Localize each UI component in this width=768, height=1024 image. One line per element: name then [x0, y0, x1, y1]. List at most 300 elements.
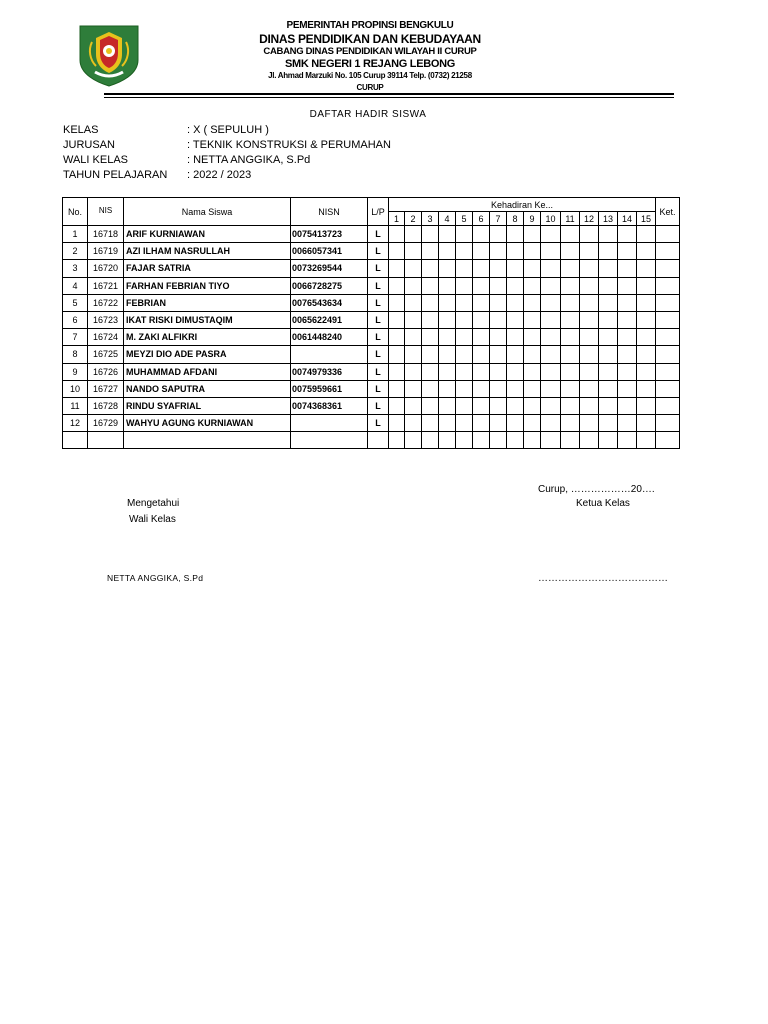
- attendance-cell: [507, 277, 524, 294]
- header-day: 3: [422, 212, 439, 226]
- table-row: [63, 311, 680, 328]
- row-student-name: FEBRIAN: [124, 294, 291, 311]
- attendance-cell: [473, 311, 490, 328]
- notes-cell: [656, 294, 680, 311]
- attendance-cell: [422, 260, 439, 277]
- attendance-cell: [637, 415, 656, 432]
- info-label-homeroom: WALI KELAS: [63, 154, 129, 166]
- row-no: 7: [63, 329, 88, 346]
- attendance-cell: [561, 294, 580, 311]
- row-nisn: [291, 415, 368, 432]
- row-no: 11: [63, 397, 88, 414]
- attendance-cell: [507, 311, 524, 328]
- attendance-cell: [405, 432, 422, 449]
- row-lp: L: [368, 363, 389, 380]
- attendance-cell: [405, 346, 422, 363]
- attendance-cell: [507, 243, 524, 260]
- attendance-cell: [389, 226, 405, 243]
- attendance-cell: [541, 432, 561, 449]
- attendance-cell: [389, 432, 405, 449]
- row-no: 1: [63, 226, 88, 243]
- header-day: 11: [561, 212, 580, 226]
- row-lp: L: [368, 329, 389, 346]
- row-nis: 16729: [88, 415, 124, 432]
- row-nisn: 0065622491: [291, 311, 368, 328]
- row-nisn: 0075959661: [291, 380, 368, 397]
- attendance-cell: [456, 346, 473, 363]
- header-day: 12: [580, 212, 599, 226]
- attendance-cell: [389, 415, 405, 432]
- row-nis: 16723: [88, 311, 124, 328]
- attendance-cell: [541, 277, 561, 294]
- attendance-cell: [637, 226, 656, 243]
- notes-cell: [656, 415, 680, 432]
- attendance-cell: [439, 226, 456, 243]
- table-row: [63, 415, 680, 432]
- attendance-cell: [456, 380, 473, 397]
- homeroom-teacher-name: NETTA ANGGIKA, S.Pd: [107, 573, 204, 583]
- attendance-cell: [405, 363, 422, 380]
- attendance-cell: [599, 260, 618, 277]
- attendance-cell: [524, 294, 541, 311]
- row-student-name: M. ZAKI ALFIKRI: [124, 329, 291, 346]
- header-day: 2: [405, 212, 422, 226]
- attendance-cell: [473, 380, 490, 397]
- notes-cell: [656, 243, 680, 260]
- school-emblem-icon: [78, 24, 140, 88]
- row-no: 4: [63, 277, 88, 294]
- attendance-cell: [541, 397, 561, 414]
- row-lp: L: [368, 380, 389, 397]
- attendance-cell: [637, 311, 656, 328]
- attendance-cell: [389, 277, 405, 294]
- attendance-cell: [405, 243, 422, 260]
- attendance-cell: [541, 311, 561, 328]
- attendance-cell: [580, 311, 599, 328]
- signature-place-date: Curup, ………………20….: [538, 484, 655, 495]
- attendance-cell: [524, 243, 541, 260]
- attendance-cell: [422, 226, 439, 243]
- row-nis: 16721: [88, 277, 124, 294]
- row-nis: 16725: [88, 346, 124, 363]
- row-nisn: 0066728275: [291, 277, 368, 294]
- attendance-cell: [422, 363, 439, 380]
- row-student-name: [124, 432, 291, 449]
- attendance-cell: [389, 294, 405, 311]
- attendance-cell: [541, 415, 561, 432]
- attendance-cell: [637, 243, 656, 260]
- notes-cell: [656, 397, 680, 414]
- attendance-cell: [618, 432, 637, 449]
- row-nis: 16727: [88, 380, 124, 397]
- attendance-cell: [473, 277, 490, 294]
- attendance-cell: [580, 380, 599, 397]
- row-student-name: NANDO SAPUTRA: [124, 380, 291, 397]
- row-nis: [88, 432, 124, 449]
- notes-cell: [656, 363, 680, 380]
- attendance-cell: [561, 226, 580, 243]
- attendance-cell: [422, 329, 439, 346]
- attendance-cell: [541, 363, 561, 380]
- attendance-cell: [439, 243, 456, 260]
- attendance-cell: [618, 243, 637, 260]
- row-no: 8: [63, 346, 88, 363]
- table-row: [63, 346, 680, 363]
- attendance-cell: [405, 415, 422, 432]
- attendance-cell: [490, 226, 507, 243]
- attendance-cell: [422, 346, 439, 363]
- attendance-cell: [473, 432, 490, 449]
- attendance-cell: [507, 380, 524, 397]
- attendance-cell: [490, 363, 507, 380]
- attendance-cell: [561, 311, 580, 328]
- attendance-cell: [599, 226, 618, 243]
- attendance-cell: [439, 329, 456, 346]
- attendance-cell: [507, 329, 524, 346]
- row-no: 2: [63, 243, 88, 260]
- attendance-cell: [637, 380, 656, 397]
- attendance-cell: [405, 260, 422, 277]
- attendance-cell: [507, 260, 524, 277]
- attendance-cell: [405, 311, 422, 328]
- attendance-cell: [618, 415, 637, 432]
- attendance-cell: [637, 277, 656, 294]
- row-student-name: MUHAMMAD AFDANI: [124, 363, 291, 380]
- row-nis: 16726: [88, 363, 124, 380]
- row-lp: L: [368, 243, 389, 260]
- attendance-cell: [524, 277, 541, 294]
- attendance-cell: [439, 415, 456, 432]
- row-nisn: 0074979336: [291, 363, 368, 380]
- row-lp: [368, 432, 389, 449]
- row-nisn: 0066057341: [291, 243, 368, 260]
- attendance-cell: [618, 363, 637, 380]
- attendance-cell: [618, 277, 637, 294]
- notes-cell: [656, 277, 680, 294]
- row-nisn: [291, 432, 368, 449]
- attendance-cell: [490, 346, 507, 363]
- attendance-cell: [389, 260, 405, 277]
- attendance-cell: [524, 415, 541, 432]
- attendance-cell: [599, 329, 618, 346]
- header-divider: [104, 93, 674, 95]
- header-department: DINAS PENDIDIKAN DAN KEBUDAYAAN: [259, 32, 481, 46]
- row-nisn: 0061448240: [291, 329, 368, 346]
- row-student-name: MEYZI DIO ADE PASRA: [124, 346, 291, 363]
- notes-cell: [656, 311, 680, 328]
- attendance-cell: [405, 397, 422, 414]
- header-no: No.: [63, 198, 88, 226]
- attendance-cell: [405, 226, 422, 243]
- attendance-cell: [439, 260, 456, 277]
- table-row: [63, 363, 680, 380]
- attendance-cell: [507, 363, 524, 380]
- attendance-cell: [561, 329, 580, 346]
- attendance-cell: [561, 397, 580, 414]
- table-row: [63, 260, 680, 277]
- attendance-cell: [580, 260, 599, 277]
- attendance-cell: [389, 243, 405, 260]
- attendance-cell: [561, 277, 580, 294]
- header-nis: NIS: [88, 198, 124, 226]
- attendance-cell: [524, 346, 541, 363]
- attendance-cell: [561, 380, 580, 397]
- table-row: [63, 397, 680, 414]
- attendance-cell: [599, 311, 618, 328]
- attendance-cell: [524, 380, 541, 397]
- attendance-table: [62, 197, 680, 449]
- row-no: 3: [63, 260, 88, 277]
- attendance-cell: [439, 363, 456, 380]
- attendance-cell: [507, 432, 524, 449]
- attendance-cell: [439, 277, 456, 294]
- attendance-cell: [439, 346, 456, 363]
- attendance-cell: [456, 277, 473, 294]
- attendance-cell: [422, 415, 439, 432]
- attendance-cell: [580, 294, 599, 311]
- attendance-cell: [490, 329, 507, 346]
- header-day: 9: [524, 212, 541, 226]
- row-student-name: FAJAR SATRIA: [124, 260, 291, 277]
- attendance-cell: [422, 277, 439, 294]
- row-lp: L: [368, 415, 389, 432]
- attendance-cell: [637, 363, 656, 380]
- info-value-major: : TEKNIK KONSTRUKSI & PERUMAHAN: [187, 139, 391, 151]
- attendance-cell: [490, 380, 507, 397]
- attendance-cell: [473, 397, 490, 414]
- attendance-cell: [541, 243, 561, 260]
- class-leader-label: Ketua Kelas: [576, 498, 630, 509]
- info-label-major: JURUSAN: [63, 139, 115, 151]
- attendance-cell: [439, 397, 456, 414]
- header-city: CURUP: [356, 83, 384, 92]
- info-value-year: : 2022 / 2023: [187, 169, 252, 181]
- attendance-cell: [524, 260, 541, 277]
- header-lp: L/P: [368, 198, 389, 226]
- row-student-name: FARHAN FEBRIAN TIYO: [124, 277, 291, 294]
- attendance-cell: [422, 432, 439, 449]
- row-nis: 16728: [88, 397, 124, 414]
- homeroom-teacher-label: Wali Kelas: [129, 514, 176, 525]
- row-nisn: 0074368361: [291, 397, 368, 414]
- attendance-cell: [637, 329, 656, 346]
- attendance-cell: [473, 363, 490, 380]
- row-student-name: RINDU SYAFRIAL: [124, 397, 291, 414]
- attendance-cell: [490, 311, 507, 328]
- attendance-cell: [422, 243, 439, 260]
- header-day: 5: [456, 212, 473, 226]
- attendance-cell: [618, 226, 637, 243]
- attendance-cell: [561, 346, 580, 363]
- row-nisn: 0076543634: [291, 294, 368, 311]
- header-address: Jl. Ahmad Marzuki No. 105 Curup 39114 Telp. (0732) 21258: [268, 71, 472, 80]
- attendance-cell: [490, 397, 507, 414]
- attendance-cell: [422, 380, 439, 397]
- table-row: [63, 243, 680, 260]
- attendance-cell: [637, 346, 656, 363]
- header-day: 4: [439, 212, 456, 226]
- row-nis: 16720: [88, 260, 124, 277]
- row-nis: 16722: [88, 294, 124, 311]
- attendance-cell: [405, 277, 422, 294]
- row-nisn: 0075413723: [291, 226, 368, 243]
- attendance-cell: [541, 329, 561, 346]
- attendance-cell: [599, 346, 618, 363]
- table-row: [63, 277, 680, 294]
- row-lp: L: [368, 346, 389, 363]
- attendance-cell: [541, 380, 561, 397]
- info-label-class: KELAS: [63, 124, 99, 136]
- attendance-cell: [439, 380, 456, 397]
- attendance-cell: [524, 311, 541, 328]
- notes-cell: [656, 346, 680, 363]
- notes-cell: [656, 329, 680, 346]
- attendance-cell: [618, 346, 637, 363]
- attendance-cell: [599, 380, 618, 397]
- attendance-cell: [473, 415, 490, 432]
- table-row: [63, 294, 680, 311]
- header-government: PEMERINTAH PROPINSI BENGKULU: [286, 20, 454, 31]
- attendance-cell: [561, 260, 580, 277]
- row-no: 9: [63, 363, 88, 380]
- attendance-cell: [618, 294, 637, 311]
- acknowledged-label: Mengetahui: [127, 498, 180, 509]
- attendance-cell: [524, 226, 541, 243]
- attendance-cell: [599, 397, 618, 414]
- header-notes: Ket.: [656, 198, 680, 226]
- attendance-cell: [405, 380, 422, 397]
- table-row: [63, 432, 680, 449]
- header-day: 13: [599, 212, 618, 226]
- info-value-homeroom: : NETTA ANGGIKA, S.Pd: [187, 154, 311, 166]
- row-lp: L: [368, 277, 389, 294]
- attendance-cell: [580, 415, 599, 432]
- attendance-cell: [524, 432, 541, 449]
- attendance-cell: [599, 294, 618, 311]
- attendance-cell: [637, 294, 656, 311]
- attendance-cell: [389, 346, 405, 363]
- attendance-cell: [456, 363, 473, 380]
- attendance-cell: [456, 243, 473, 260]
- attendance-cell: [561, 415, 580, 432]
- notes-cell: [656, 380, 680, 397]
- row-student-name: IKAT RISKI DIMUSTAQIM: [124, 311, 291, 328]
- row-no: 12: [63, 415, 88, 432]
- attendance-cell: [405, 329, 422, 346]
- attendance-cell: [456, 415, 473, 432]
- attendance-cell: [637, 432, 656, 449]
- attendance-cell: [580, 243, 599, 260]
- table-row: [63, 380, 680, 397]
- document-title: DAFTAR HADIR SISWA: [309, 109, 427, 120]
- info-label-year: TAHUN PELAJARAN: [63, 169, 168, 181]
- row-nis: 16719: [88, 243, 124, 260]
- header-name: Nama Siswa: [124, 198, 291, 226]
- attendance-cell: [580, 277, 599, 294]
- attendance-cell: [580, 346, 599, 363]
- attendance-cell: [524, 363, 541, 380]
- attendance-cell: [422, 397, 439, 414]
- attendance-cell: [618, 311, 637, 328]
- attendance-cell: [599, 363, 618, 380]
- attendance-cell: [561, 243, 580, 260]
- attendance-cell: [456, 294, 473, 311]
- attendance-cell: [389, 311, 405, 328]
- attendance-cell: [507, 346, 524, 363]
- row-student-name: WAHYU AGUNG KURNIAWAN: [124, 415, 291, 432]
- attendance-cell: [473, 294, 490, 311]
- attendance-cell: [541, 226, 561, 243]
- row-nisn: 0073269544: [291, 260, 368, 277]
- attendance-cell: [524, 329, 541, 346]
- attendance-cell: [456, 432, 473, 449]
- header-day: 14: [618, 212, 637, 226]
- attendance-cell: [524, 397, 541, 414]
- attendance-cell: [507, 294, 524, 311]
- row-lp: L: [368, 226, 389, 243]
- attendance-cell: [473, 346, 490, 363]
- attendance-cell: [507, 415, 524, 432]
- attendance-cell: [389, 329, 405, 346]
- class-leader-signature-line: …………………………………: [538, 573, 668, 584]
- header-nisn: NISN: [291, 198, 368, 226]
- attendance-cell: [580, 226, 599, 243]
- attendance-cell: [599, 432, 618, 449]
- attendance-cell: [507, 226, 524, 243]
- attendance-cell: [456, 329, 473, 346]
- header-day: 10: [541, 212, 561, 226]
- notes-cell: [656, 226, 680, 243]
- attendance-cell: [618, 397, 637, 414]
- attendance-cell: [599, 243, 618, 260]
- attendance-cell: [405, 294, 422, 311]
- row-lp: L: [368, 260, 389, 277]
- table-row: [63, 226, 680, 243]
- attendance-cell: [618, 329, 637, 346]
- attendance-cell: [490, 432, 507, 449]
- attendance-cell: [439, 432, 456, 449]
- header-divider-thin: [104, 97, 674, 98]
- attendance-cell: [490, 243, 507, 260]
- attendance-cell: [389, 363, 405, 380]
- attendance-cell: [439, 311, 456, 328]
- attendance-cell: [580, 363, 599, 380]
- header-day: 6: [473, 212, 490, 226]
- row-student-name: AZI ILHAM NASRULLAH: [124, 243, 291, 260]
- attendance-cell: [599, 277, 618, 294]
- attendance-cell: [541, 346, 561, 363]
- attendance-cell: [637, 397, 656, 414]
- attendance-cell: [490, 260, 507, 277]
- table-row: [63, 329, 680, 346]
- attendance-cell: [473, 243, 490, 260]
- row-no: [63, 432, 88, 449]
- attendance-cell: [580, 397, 599, 414]
- attendance-cell: [456, 226, 473, 243]
- attendance-cell: [618, 380, 637, 397]
- header-school: SMK NEGERI 1 REJANG LEBONG: [284, 58, 456, 70]
- row-nisn: [291, 346, 368, 363]
- row-no: 5: [63, 294, 88, 311]
- attendance-cell: [580, 432, 599, 449]
- attendance-cell: [541, 294, 561, 311]
- row-lp: L: [368, 294, 389, 311]
- attendance-cell: [422, 294, 439, 311]
- info-value-class: : X ( SEPULUH ): [187, 124, 269, 136]
- attendance-cell: [456, 311, 473, 328]
- row-no: 10: [63, 380, 88, 397]
- attendance-cell: [473, 329, 490, 346]
